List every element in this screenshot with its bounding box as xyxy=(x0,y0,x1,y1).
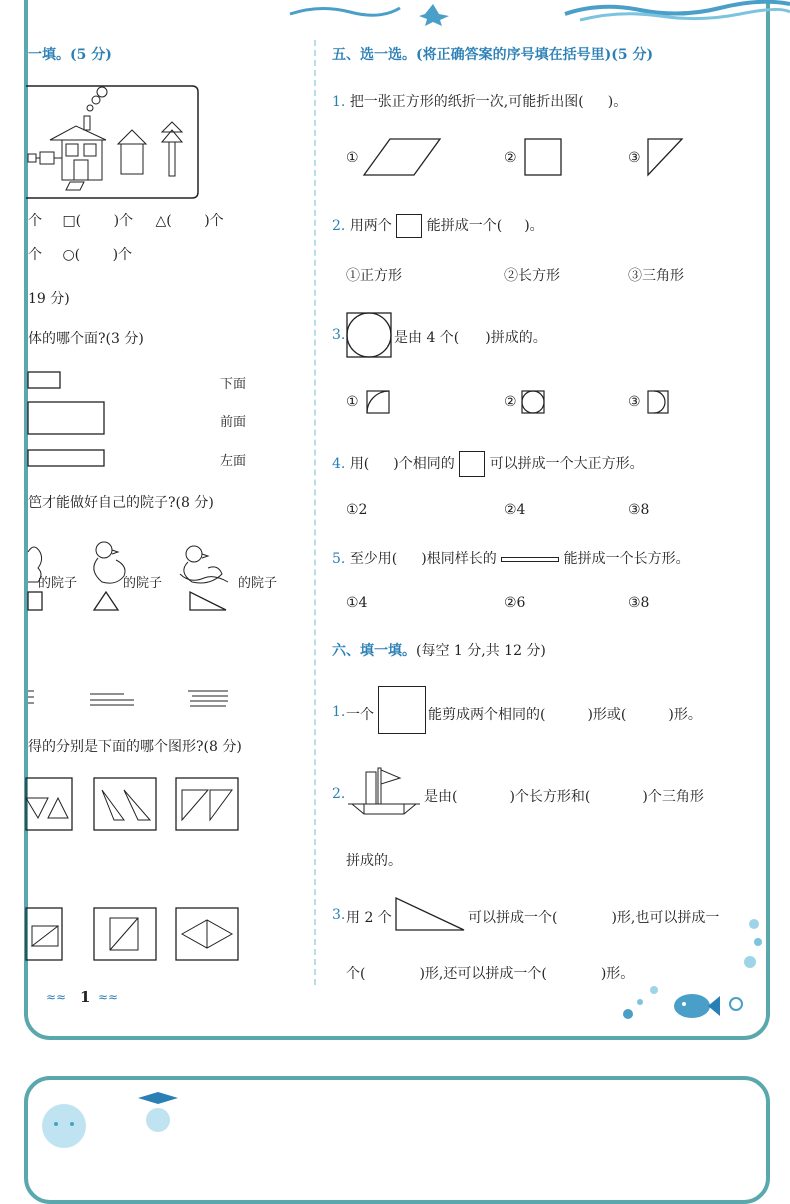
q2-number: 2. xyxy=(332,218,346,234)
yard-label-2: 的院子 xyxy=(123,576,163,591)
yard-label-3: 的院子 xyxy=(238,576,278,591)
column-divider xyxy=(314,40,316,985)
shape-question: 得的分别是下面的哪个图形?(8 分) xyxy=(28,739,242,755)
q3-text: 是由 4 个( xyxy=(394,330,460,346)
q3-option-c: ③ xyxy=(628,394,641,410)
f3-text-2b: )形,还可以拼成一个( xyxy=(419,966,547,982)
square-count-unit: )个 xyxy=(113,213,134,229)
f1-number: 1. xyxy=(332,704,346,720)
square-icon xyxy=(396,214,422,238)
f3-text-2a: 个( xyxy=(346,966,366,982)
count-unit: 个 xyxy=(28,247,42,263)
f3-pre: 用 2 个 xyxy=(346,910,392,926)
r-q5 xyxy=(332,548,690,568)
view-label-bottom: 下面 xyxy=(220,377,247,392)
triangle-count-label: △( xyxy=(155,213,172,229)
f3-text-2c: )形。 xyxy=(600,966,635,982)
q5-option-b: ②6 xyxy=(504,595,526,611)
triangle-count-unit: )个 xyxy=(204,213,224,229)
square-icon xyxy=(459,451,485,477)
q1-option-a: ① xyxy=(346,150,359,166)
line-figures xyxy=(26,688,246,708)
f2-text: 是由( xyxy=(424,789,458,805)
q4-option-c: ③8 xyxy=(628,502,650,518)
section-6-title: 六、填一填。 xyxy=(332,643,416,659)
f2-text-mid: )个长方形和( xyxy=(509,789,591,805)
r-q1 xyxy=(332,91,627,111)
q3-text-end: )拼成的。 xyxy=(485,330,547,346)
q4-text-pre: 用( xyxy=(349,456,370,472)
yard-label-1: 的院子 xyxy=(38,576,78,591)
view-question: 体的哪个面?(3 分) xyxy=(28,331,144,347)
q2-text-end: )。 xyxy=(524,218,544,234)
wave-decoration xyxy=(0,0,790,22)
section-6-points: (每空 1 分,共 12 分) xyxy=(416,643,546,659)
f2-text-end: )个三角形 xyxy=(642,789,704,805)
circle-in-square-icon xyxy=(346,312,394,360)
q2-option-c: ③三角形 xyxy=(628,268,684,284)
f1-text-end: )形。 xyxy=(668,707,702,723)
q4-option-a: ①2 xyxy=(346,502,368,518)
q1-shapes xyxy=(360,137,690,179)
q2-text-post: 能拼成一个( xyxy=(426,218,503,234)
q2-option-b: ②长方形 xyxy=(504,268,560,284)
count-row-1 xyxy=(28,210,224,230)
page-number-wave-right: ≈≈ xyxy=(98,990,119,1004)
f3-line2 xyxy=(346,963,634,983)
q1-option-c: ③ xyxy=(628,150,641,166)
q5-option-a: ①4 xyxy=(346,595,368,611)
f2-number: 2. xyxy=(332,786,346,802)
section-6-heading xyxy=(332,640,546,660)
q1-text: 把一张正方形的纸折一次,可能折出图( xyxy=(349,94,584,110)
q2-option-a: ①正方形 xyxy=(346,268,402,284)
view-label-left: 左面 xyxy=(220,454,247,469)
q4-number: 4. xyxy=(332,456,346,472)
r-q2 xyxy=(332,214,544,238)
r-q3 xyxy=(394,327,547,347)
r-f2 xyxy=(424,786,704,806)
q1-option-b: ② xyxy=(504,150,517,166)
f3-text-mid: 可以拼成一个( xyxy=(468,910,558,926)
triangle-icon xyxy=(394,896,468,932)
q3-number: 3. xyxy=(332,327,346,343)
f3-number: 3. xyxy=(332,907,346,923)
r-q4 xyxy=(332,451,644,477)
page-number: 1 xyxy=(80,988,91,1006)
section-5-title: 五、选一选。(将正确答案的序号填在括号里)(5 分) xyxy=(332,47,654,63)
q1-number: 1. xyxy=(332,94,346,110)
q4-text-mid: )个相同的 xyxy=(393,456,455,472)
house-picture xyxy=(26,86,200,200)
stick-icon xyxy=(501,557,559,562)
sailboat-icon xyxy=(346,766,422,816)
count-unit: 个 xyxy=(28,213,42,229)
q3-option-b: ② xyxy=(504,394,517,410)
q3-shapes xyxy=(366,390,676,416)
q4-option-b: ②4 xyxy=(504,502,526,518)
view-label-front: 前面 xyxy=(220,415,247,430)
square-icon xyxy=(378,686,426,734)
page-number-wave-left: ≈≈ xyxy=(46,990,67,1004)
q5-text-post: 能拼成一个长方形。 xyxy=(563,551,690,567)
q1-text-end: )。 xyxy=(607,94,628,110)
r-f1 xyxy=(428,704,702,724)
fish-bubbles-decoration xyxy=(620,910,770,1020)
circle-count-unit: )个 xyxy=(112,247,133,263)
q5-number: 5. xyxy=(332,551,346,567)
shape-option-boxes xyxy=(26,776,242,966)
yard-question: 笆才能做好自己的院子?(8 分) xyxy=(28,495,214,511)
q5-text-pre: 至少用( xyxy=(349,551,398,567)
f2-line2: 拼成的。 xyxy=(346,853,402,869)
f1-text-mid: )形或( xyxy=(587,707,627,723)
view-rectangles xyxy=(26,370,116,470)
f1-text: 能剪成两个相同的( xyxy=(428,707,546,723)
left-q-title: 一填。(5 分) xyxy=(28,47,112,63)
f3-text-end: )形,也可以拼成一 xyxy=(611,910,720,926)
q3-option-a: ① xyxy=(346,394,359,410)
section-points: 19 分) xyxy=(28,291,70,307)
f1-pre: 一个 xyxy=(346,707,374,723)
sun-icon xyxy=(30,1086,100,1128)
q5-option-c: ③8 xyxy=(628,595,650,611)
q2-text-pre: 用两个 xyxy=(349,218,392,234)
q4-text-post: 可以拼成一个大正方形。 xyxy=(489,456,644,472)
count-row-2 xyxy=(28,244,132,264)
q5-text-mid: )根同样长的 xyxy=(421,551,497,567)
circle-count-label: ○( xyxy=(62,247,81,263)
square-count-label: □( xyxy=(62,213,82,229)
child-icon xyxy=(128,1092,188,1128)
